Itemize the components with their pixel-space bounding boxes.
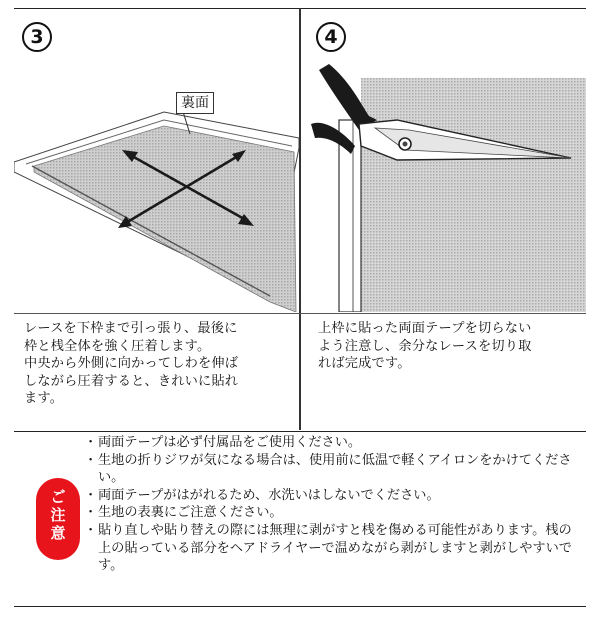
caution-section	[14, 430, 586, 607]
caption-line: 上枠に貼った両面テープを切らない	[318, 321, 532, 336]
step-3-callout-label: 裏面	[176, 92, 214, 114]
step-3-caption	[24, 320, 238, 408]
step-3-number: 3	[22, 22, 52, 52]
step-3-illustration	[14, 80, 299, 312]
caption-line: ます。	[24, 391, 64, 407]
step-4-caption	[318, 320, 532, 373]
step-4-illustration	[301, 60, 586, 312]
caption-line: レースを下枠まで引っ張り、最後に	[24, 321, 238, 336]
caption-line: 中央から外側に向かってしわを伸ば	[24, 356, 239, 372]
caution-item: ・ 生地の表裏にご注意ください。	[86, 504, 576, 522]
caution-item: ・ 両面テープがはがれるため、水洗いはしないでください。	[86, 487, 576, 505]
caption-line: よう注意し、余分なレースを切り取	[318, 338, 532, 354]
row-divider	[14, 313, 586, 314]
caution-item: ・ 貼り直しや貼り替えの際には無理に剥がすと桟を傷める可能性があります。桟の上の貼っている部分をヘアドライヤーで温めながら剥がしますと剥がしやすいです。	[86, 522, 576, 575]
caution-badge-char: ご	[50, 488, 66, 506]
step-4-number: 4	[316, 22, 346, 52]
caution-item: ・ 生地の折りジワが気になる場合は、使用前に低温で軽くアイロンをかけてください。	[86, 452, 576, 487]
caution-badge	[36, 478, 80, 560]
caution-badge-char: 意	[50, 524, 66, 542]
caution-item: ・ 両面テープは必ず付属品をご使用ください。	[86, 434, 576, 452]
caption-line: れば完成です。	[318, 356, 411, 372]
caution-list	[86, 434, 576, 575]
caption-line: しながら圧着すると、きれいに貼れ	[24, 373, 239, 389]
caption-line: 枠と桟全体を強く圧着します。	[24, 338, 211, 354]
caution-badge-char: 注	[50, 506, 66, 524]
